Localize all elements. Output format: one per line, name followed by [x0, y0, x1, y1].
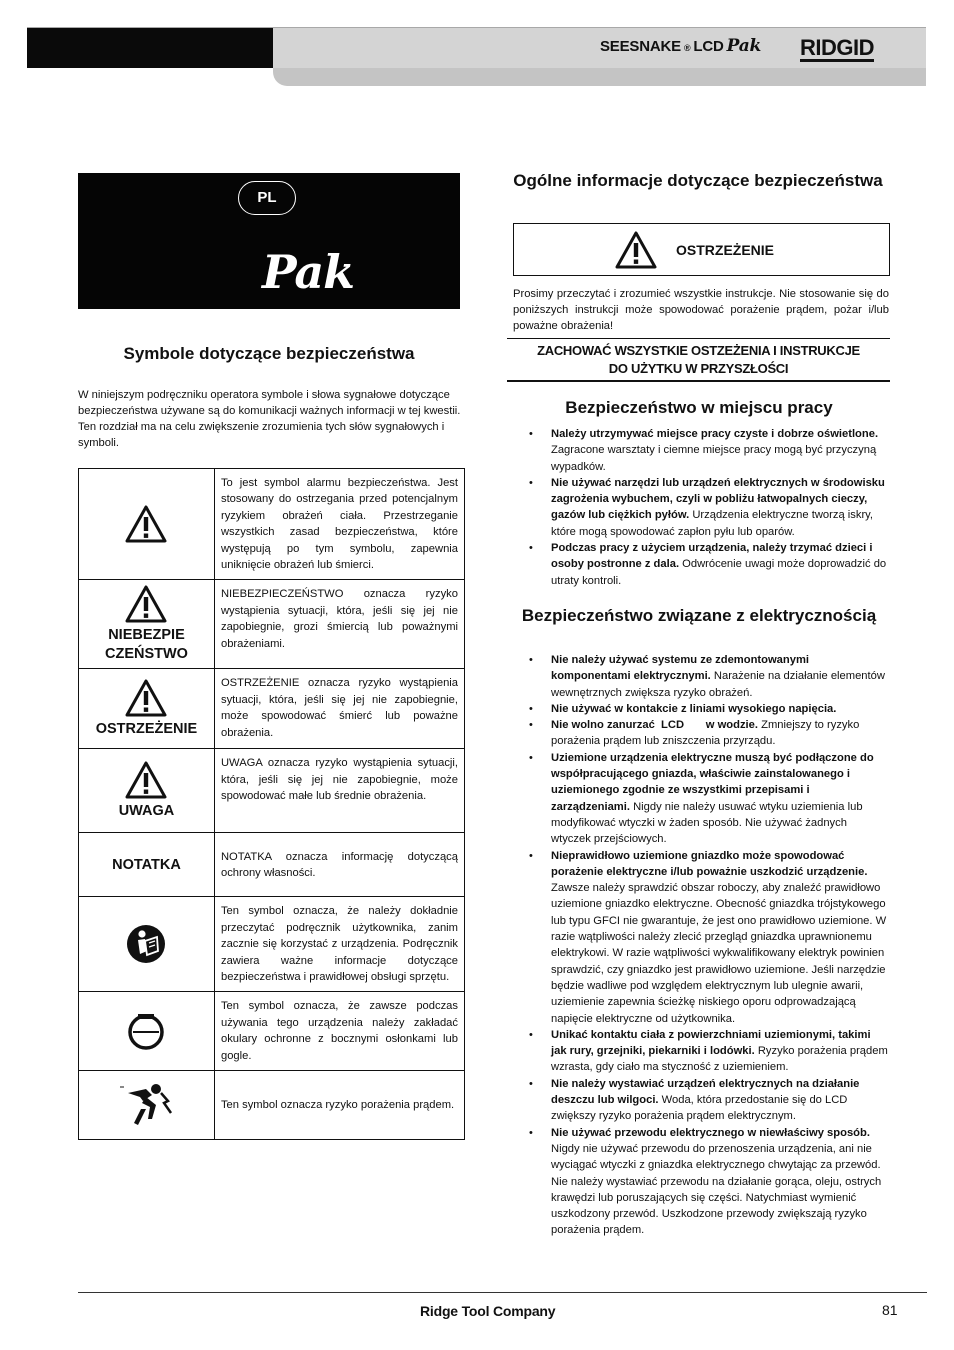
warning-triangle-icon	[124, 504, 168, 544]
item-bold: Unikać kontaktu ciała z powierzchniami uziemionymi, takimi jak rury, grzejniki, piekarniki i lodówki.	[551, 1028, 871, 1058]
language-badge: PL	[238, 181, 296, 215]
symbol-description: NOTATKA oznacza informację dotyczącą ochrony własności.	[214, 833, 464, 897]
item-bold: Podczas pracy z użyciem urządzenia, należy trzymać dzieci i osoby postronne z dala.	[551, 542, 873, 571]
divider	[507, 380, 890, 382]
item-text: Urządzenia elektryczne tworzą iskry, które mogą spowodować zapłon pyłu lub oparów.	[551, 509, 874, 538]
keep-instructions-notice	[507, 342, 890, 378]
keep-line-2: DO UŻYTKU W PRZYSZŁOŚCI	[608, 361, 789, 376]
header-grey-tab	[273, 68, 926, 86]
table-row	[79, 580, 465, 669]
table-row	[79, 1071, 465, 1140]
item-bold: Uziemione urządzenia elektryczne muszą być podłączone do współpracującego gniazda, właściwie zainstalowanego i uziemionego zgodnie ze wszystkimi przepisami i zarządzeniami.	[551, 751, 874, 813]
read-manual-icon	[125, 923, 167, 965]
warning-label: OSTRZEŻENIE	[676, 241, 775, 258]
symbol-description: To jest symbol alarmu bezpieczeństwa. Jest stosowany do ostrzegania przed potencjalnym ryzykiem obrażeń ciała. Przestrzeganie wszystkich zasad bezpieczeństwa, które występują po tym symbolu, zapewnia uniknięcie obrażeń lub śmierci.	[214, 469, 464, 580]
product-suffix: Pak	[726, 36, 762, 56]
item-text: Zmniejszy to ryzyko porażenia prądem lub zniszczenia przyrządu.	[551, 719, 860, 748]
item-text: Narażenie na działanie elementów wewnętrznych zwiększa ryzyko obrażeń.	[551, 670, 885, 699]
header-top-rule	[27, 27, 926, 28]
item-text: Zagracone warsztaty i ciemne miejsce pracy mogą być przyczyną wypadków.	[551, 444, 877, 473]
item-text: Nigdy nie należy usuwać wtyku uziemienia lub modyfikować wtyczki w żaden sposób. Nie używać żadnych wtyczek przejściowych.	[551, 800, 863, 846]
list-item	[513, 540, 889, 589]
table-row	[79, 992, 465, 1071]
list-item	[513, 1027, 889, 1076]
item-bold: Nie wolno zanurzać LCD w wodzie.	[551, 719, 758, 732]
symbol-cell	[79, 992, 215, 1071]
registered-mark: ®	[683, 43, 691, 53]
table-row	[79, 469, 465, 580]
divider	[507, 338, 890, 339]
table-row	[79, 749, 465, 833]
banner-title: Pak	[262, 245, 355, 299]
symbol-description: NIEBEZPIECZEŃSTWO oznacza ryzyko wystąpienia sytuacji, która, jeśli się jej nie zapobiegnie, grozi śmiercią lub poważnymi obrażeniami.	[214, 580, 464, 669]
safety-symbols-table	[78, 468, 465, 1140]
safety-symbols-intro: W niniejszym podręczniku operatora symbole i słowa sygnałowe dotyczące bezpieczeństwa używane są do komunikacji ważnych informacji w tej kwestii. Ten rozdział ma na celu zwiększenie zrozumienia tych słów sygnałowych i symboli.	[78, 389, 461, 449]
list-item	[513, 750, 889, 848]
item-bold: Nie używać w kontakcie z liniami wysokiego napięcia.	[551, 702, 837, 715]
table-row	[79, 833, 465, 897]
symbol-cell	[79, 1071, 215, 1140]
product-name	[600, 36, 761, 58]
footer-company: Ridge Tool Company	[420, 1303, 556, 1319]
product-model: LCD	[693, 38, 724, 55]
item-bold: Nie używać przewodu elektrycznego w niewłaściwy sposób.	[551, 1126, 870, 1139]
electrical-safety-list	[513, 652, 889, 1239]
symbol-cell	[79, 580, 215, 669]
symbol-cell	[79, 469, 215, 580]
list-item	[513, 426, 889, 475]
symbol-description: Ten symbol oznacza, że należy dokładnie przeczytać podręcznik użytkownika, zanim zacznie się korzystać z urządzenia. Podręcznik zawiera ważne informacje dotyczące bezpieczeństwa i prawidłowej obsługi sprzętu.	[214, 897, 464, 992]
symbol-cell	[79, 897, 215, 992]
list-item	[513, 848, 889, 1027]
item-text: Nigdy nie używać przewodu do przenoszenia urządzenia, ani nie wyciągać wtyczki z gniazdka elektrycznego chwytając za przewód. Nie należy wystawiać przewodu na działanie gorąca, oleju, ostrych krawędzi lub poruszających się części. Natychmiast wymienić uszkodzony przewód. Uszkodzone przewody zwiększają ryzyko porażenia prądem.	[551, 1142, 882, 1237]
warning-triangle-icon	[124, 760, 168, 800]
signal-word-warning: OSTRZEŻENIE	[95, 721, 198, 738]
list-item	[513, 717, 889, 750]
product-name-text: SEESNAKE	[600, 38, 681, 55]
list-item	[513, 475, 889, 540]
electric-shock-icon	[116, 1079, 176, 1131]
symbol-cell	[79, 833, 215, 897]
page-number: 81	[882, 1302, 898, 1318]
item-bold: Należy utrzymywać miejsce pracy czyste i dobrze oświetlone.	[551, 428, 879, 440]
list-item	[513, 652, 889, 701]
warning-triangle-icon	[124, 584, 168, 624]
warning-box	[513, 223, 890, 276]
item-text: Zawsze należy sprawdzić obszar roboczy, aby znaleźć prawidłowo uziemione gniazdko elektryczne. Obecność gniazdka trójstykowego lub typu GFCI nie gwarantuje, że jest ono prawidłowo uziemione. W razie wątpliwości należy zlecić przegląd gniazdka uprawnionemu elektrykowi. W razie wątpliwości wykwalifikowany elektryk powinien sprawdzić, czy gniazdko jest prawidłowo uziemione. Jeśli narzędzie będzie wadliwe pod względem elektrycznym lub ulegnie awarii, uziemienie zapewnia ścieżkę niskiego oporu odprowadzającą napięcie elektryczne od użytkownika.	[551, 882, 887, 1025]
warning-triangle-icon	[614, 230, 658, 270]
item-bold: Nie należy wystawiać urządzeń elektrycznych na działanie deszczu lub wilgoci.	[551, 1077, 860, 1107]
brand-logo-text: RIDGID	[800, 35, 874, 60]
signal-word-caution: UWAGA	[118, 803, 175, 820]
signal-word-notice: NOTATKA	[112, 857, 181, 874]
item-text: Odwrócenie uwagi może doprowadzić do utraty kontroli.	[551, 558, 887, 587]
header-black-bar	[27, 27, 273, 68]
list-item	[513, 1125, 889, 1239]
symbol-description: Ten symbol oznacza ryzyko porażenia prądem.	[214, 1071, 464, 1140]
keep-line-1: ZACHOWAĆ WSZYSTKIE OSTZEŻENIA I INSTRUKCJE	[537, 343, 860, 358]
item-text: Ryzyko porażenia prądem wzrasta, gdy ciało ma styczność z uziemieniem.	[551, 1045, 888, 1074]
table-row	[79, 669, 465, 749]
safety-goggles-icon	[124, 1011, 168, 1051]
work-area-safety-list	[513, 426, 889, 589]
item-bold: Nieprawidłowo uziemione gniazdko może spowodować porażenie elektryczne i/lub poważnie uszkodzić urządzenie.	[551, 849, 868, 878]
item-bold: Nie należy używać systemu ze zdemontowanymi komponentami elektrycznymi.	[551, 654, 810, 683]
item-text: Woda, która przedostanie się do LCD zwiększy ryzyko porażenia prądem elektrycznym.	[551, 1094, 848, 1123]
general-safety-heading: Ogólne informacje dotyczące bezpieczeństwa	[513, 171, 883, 190]
safety-symbols-heading: Symbole dotyczące bezpieczeństwa	[123, 344, 415, 363]
brand-logo	[800, 35, 900, 61]
signal-word-danger: NIEBEZPIE CZEŃSTWO	[105, 627, 188, 663]
symbol-description: Ten symbol oznacza, że zawsze podczas używania tego urządzenia należy zakładać okulary ochronne z bocznymi osłonkami lub gogle.	[214, 992, 464, 1071]
list-item	[513, 701, 889, 717]
electrical-safety-heading: Bezpieczeństwo związane z elektrycznością	[521, 606, 877, 625]
symbol-cell	[79, 669, 215, 749]
list-item	[513, 1076, 889, 1125]
warning-triangle-icon	[124, 678, 168, 718]
warning-text: Prosimy przeczytać i zrozumieć wszystkie instrukcje. Nie stosowanie się do poniższych instrukcji może spowodować porażenie prądem, pożar i/lub poważne obrażenia!	[513, 288, 889, 332]
table-row	[79, 897, 465, 992]
symbol-cell	[79, 749, 215, 833]
footer-rule	[78, 1292, 927, 1293]
item-bold: Nie używać narzędzi lub urządzeń elektrycznych w środowisku zagrożenia wybuchem, czyli w pobliżu łatwopalnych cieczy, gazów lub ciężkich pyłów.	[551, 476, 885, 522]
symbol-description: UWAGA oznacza ryzyko wystąpienia sytuacji, która, jeśli się jej nie zapobiegnie, może spowodować małe lub średnie obrażenia.	[214, 749, 464, 833]
symbol-description: OSTRZEŻENIE oznacza ryzyko wystąpienia sytuacji, która, jeśli się jej nie zapobiegnie, może spowodować śmierć lub poważne obrażenia.	[214, 669, 464, 749]
work-area-safety-heading: Bezpieczeństwo w miejscu pracy	[565, 398, 833, 417]
